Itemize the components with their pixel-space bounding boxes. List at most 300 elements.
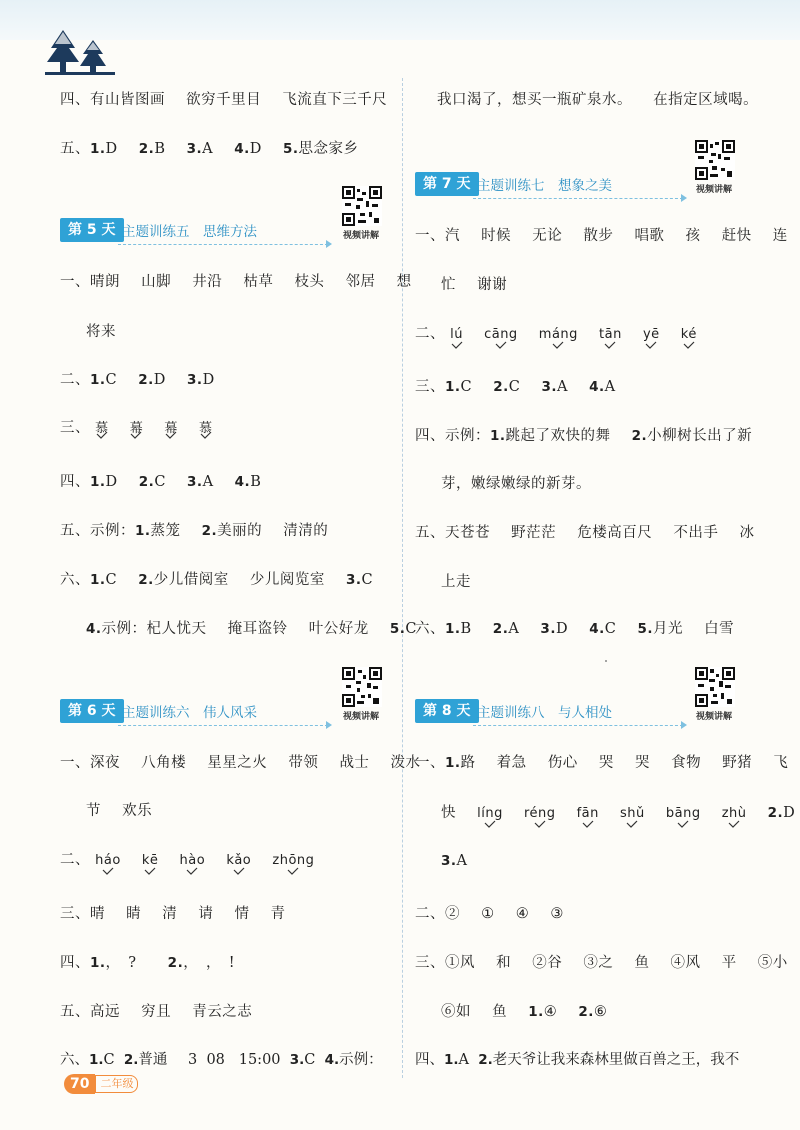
answer-text: 白雪 — [704, 621, 735, 637]
item-number: 1. — [90, 474, 106, 490]
answer-text: 五、天苍苍 — [415, 525, 490, 541]
answer-text: B — [154, 141, 166, 157]
answer-line — [415, 224, 788, 245]
item-number: 3. — [289, 1052, 305, 1068]
qr-label: 视频讲解 — [696, 185, 733, 195]
answer-text: 鱼 — [634, 955, 650, 971]
answer-text: C — [103, 1052, 115, 1068]
answer-text: A — [458, 1052, 470, 1068]
answer-text: 带领 — [288, 755, 319, 771]
answer-text: 青 — [270, 906, 286, 922]
arrow-icon — [326, 721, 332, 729]
answer-text: 战士 — [339, 755, 370, 771]
answer-text: 美丽的 — [217, 523, 263, 539]
answer-text: 示例：杞人忧天 — [101, 621, 207, 637]
answer-line — [60, 416, 213, 437]
answer-text: 少儿借阅室 — [153, 572, 229, 588]
answer-line — [86, 799, 152, 820]
grade-label: 二年级 — [95, 1075, 138, 1093]
question-number: 三、 — [60, 420, 90, 436]
answer-text: 叶公好龙 — [308, 621, 369, 637]
check-mark-icon — [683, 341, 695, 349]
answer-text: 一、晴朗 — [60, 274, 120, 290]
answer-text: 井沿 — [192, 274, 223, 290]
check-mark-icon — [582, 820, 594, 828]
item-number: 3. — [540, 621, 556, 637]
question-number: 二、 — [60, 852, 90, 868]
answer-text: D — [249, 141, 262, 157]
answer-text: ① — [481, 906, 495, 922]
answer-text: 枝头 — [294, 274, 325, 290]
pinyin-with-check — [272, 853, 314, 868]
answer-text: 飞 — [773, 755, 789, 771]
section-title: 主题训练五 思维方法 — [122, 224, 257, 240]
answer-text: 少儿阅览室 — [249, 572, 325, 588]
pinyin-with-check — [226, 853, 251, 868]
answer-line — [441, 273, 507, 294]
answer-text: B — [250, 474, 262, 490]
question-number: 六、 — [60, 1052, 89, 1068]
section-header-day6 — [60, 699, 390, 725]
page-number: 70 — [64, 1074, 95, 1094]
answer-text: 清清的 — [283, 523, 329, 539]
answer-text: D — [555, 621, 569, 637]
answer-text: 飞流直下三千尺 — [282, 92, 388, 108]
page-number-badge — [64, 1074, 138, 1094]
answer-text: 不出手 — [673, 525, 719, 541]
answer-text: 老天爷让我来森林里做百兽之王，我不 — [492, 1052, 740, 1068]
answer-text: C — [105, 572, 118, 588]
check-mark-icon — [130, 431, 142, 439]
answer-text: 示例： — [339, 1052, 383, 1068]
answer-text: 忙 — [441, 277, 456, 293]
answer-line — [441, 853, 468, 869]
question-number: 六、 — [60, 572, 90, 588]
answer-text: 鱼 — [492, 1004, 508, 1020]
answer-line — [441, 1000, 607, 1021]
answer-text: 清 — [162, 906, 178, 922]
answer-text: 3 — [188, 1052, 198, 1068]
answer-text: 快 — [441, 805, 456, 821]
question-number: 五、 — [60, 141, 90, 157]
pinyin-text: zhōng — [272, 853, 315, 868]
answer-text: 情 — [234, 906, 250, 922]
answer-line — [415, 521, 754, 542]
answer-text: ③ — [550, 906, 564, 922]
answer-text: 时候 — [481, 228, 512, 244]
section-title: 主题训练七 想象之美 — [477, 178, 612, 194]
answer-line — [60, 368, 215, 389]
answer-line — [415, 951, 788, 972]
answer-text: A — [456, 853, 468, 869]
question-number: 四、 — [60, 474, 90, 490]
item-number: 3. — [187, 474, 203, 490]
pinyin-with-check — [620, 806, 645, 821]
item-number: 2. — [138, 372, 154, 388]
check-mark-icon — [287, 867, 299, 875]
char-with-check — [164, 417, 178, 436]
pinyin-with-check — [142, 853, 159, 868]
day-badge: 第 6 天 — [60, 699, 124, 723]
answer-line — [415, 902, 564, 923]
title-underline — [473, 725, 683, 726]
item-number: 4. — [324, 1052, 340, 1068]
answer-text: C — [361, 572, 374, 588]
answer-text: 食物 — [671, 755, 702, 771]
answer-line — [86, 320, 116, 341]
pinyin-with-check — [599, 327, 622, 342]
arrow-icon — [681, 194, 687, 202]
answer-text: ④风 — [670, 955, 701, 971]
question-number: 一、 — [415, 755, 445, 771]
pinyin-text: líng — [477, 806, 503, 821]
answer-text: ⑤小 — [757, 955, 788, 971]
item-number: 2. — [138, 141, 155, 157]
answer-line — [415, 375, 616, 396]
answer-text: 小柳树长出了新 — [647, 428, 753, 444]
answer-text: 想 — [396, 274, 412, 290]
item-number: 2. — [201, 523, 218, 539]
pinyin-with-check — [484, 327, 518, 342]
answer-text: 思念家乡 — [298, 141, 359, 157]
answer-text: D — [105, 141, 118, 157]
qr-code-icon[interactable] — [695, 667, 735, 707]
answer-text: 谢谢 — [477, 277, 508, 293]
answer-line — [415, 751, 788, 772]
answer-line — [441, 570, 471, 591]
answer-text: 普通 — [138, 1052, 168, 1068]
pinyin-with-check — [577, 806, 599, 821]
answer-text: 哭 — [634, 755, 650, 771]
answer-text: 危楼高百尺 — [577, 525, 653, 541]
answer-text: C — [460, 379, 473, 395]
answer-text: A — [557, 379, 569, 395]
answer-text: 着急 — [496, 755, 527, 771]
answer-text: 野猪 — [722, 755, 753, 771]
answer-text: 幕 — [129, 421, 144, 436]
item-number: 1. — [90, 572, 106, 588]
item-number: 2. — [478, 1052, 493, 1068]
snowy-trees-icon — [45, 28, 115, 82]
check-mark-icon — [165, 431, 177, 439]
answer-text: 将来 — [86, 324, 116, 340]
pinyin-with-check — [477, 806, 503, 821]
answer-text: 五、高远 — [60, 1004, 120, 1020]
item-number: 3. — [541, 379, 558, 395]
answer-line — [415, 424, 752, 445]
answer-line — [441, 472, 591, 493]
item-number: 4. — [589, 621, 605, 637]
check-mark-icon — [233, 867, 245, 875]
answer-text: 在指定区域喝。 — [653, 92, 759, 108]
answer-line — [441, 801, 795, 822]
answer-text: A — [604, 379, 616, 395]
answer-line — [415, 617, 734, 638]
answer-text: 欲穷千里目 — [186, 92, 262, 108]
item-number: 2. — [123, 1052, 139, 1068]
answer-text: 15:00 — [238, 1052, 281, 1068]
pinyin-text: bāng — [665, 806, 701, 821]
answer-text: 四、有山皆图画 — [60, 92, 165, 108]
pinyin-with-check — [524, 806, 556, 821]
answer-text: 我口渴了，想买一瓶矿泉水。 — [437, 92, 632, 108]
answer-text: C — [604, 621, 617, 637]
answer-text: 邻居 — [345, 274, 376, 290]
section-header-day5 — [60, 218, 390, 244]
item-number: 1. — [90, 372, 106, 388]
answer-text: 唱歌 — [634, 228, 665, 244]
pinyin-text: máng — [538, 327, 578, 342]
answer-text: C — [105, 372, 118, 388]
question-number: 四、 — [60, 955, 90, 971]
pinyin-text: cāng — [484, 327, 518, 342]
check-mark-icon — [626, 820, 638, 828]
item-number: 2. — [492, 621, 509, 637]
pinyin-with-check — [643, 327, 660, 342]
qr-label: 视频讲解 — [696, 712, 733, 722]
question-number: 六、 — [415, 621, 445, 637]
item-number: 1. — [89, 1052, 104, 1068]
answer-text: 野茫茫 — [511, 525, 557, 541]
pinyin-with-check — [95, 853, 121, 868]
answer-text: 穷且 — [141, 1004, 172, 1020]
item-number: 1. — [90, 955, 106, 971]
answer-text: 路 — [460, 755, 476, 771]
answer-line — [60, 902, 286, 923]
qr-label: 视频讲解 — [343, 712, 380, 722]
answer-text: 青云之志 — [192, 1004, 253, 1020]
item-number: 1. — [444, 1052, 459, 1068]
answer-text: 月光 — [652, 621, 683, 637]
item-number: 2. — [138, 474, 155, 490]
answer-text: C — [304, 1052, 316, 1068]
answer-text: 五、示例： — [60, 523, 135, 539]
answer-text: 一、深夜 — [60, 755, 120, 771]
pinyin-text: lú — [450, 327, 463, 342]
answer-line — [60, 519, 328, 540]
item-number: 1. — [528, 1004, 544, 1020]
pinyin-text: tān — [599, 327, 622, 342]
pinyin-with-check — [180, 853, 206, 868]
item-number: 5. — [282, 141, 299, 157]
pinyin-text: hào — [179, 853, 206, 868]
question-number: 二、 — [415, 326, 445, 342]
answer-line — [415, 322, 697, 343]
item-number: 4. — [234, 474, 251, 490]
item-number: 4. — [234, 141, 250, 157]
title-underline — [118, 725, 328, 726]
answer-line — [60, 470, 261, 491]
char-with-check — [95, 417, 109, 436]
check-mark-icon — [645, 341, 657, 349]
answer-text: 二、② — [415, 906, 460, 922]
char-with-check — [130, 417, 144, 436]
question-number: 二、 — [60, 372, 90, 388]
pinyin-with-check — [539, 327, 578, 342]
answer-text: 慕 — [198, 421, 213, 436]
answer-text: ⑥ — [593, 1004, 608, 1020]
answer-line — [60, 751, 421, 772]
day-badge: 第 8 天 — [415, 699, 479, 723]
answer-text: 慕 — [95, 421, 109, 436]
section-title: 主题训练八 与人相处 — [477, 705, 612, 721]
check-mark-icon — [144, 867, 156, 875]
answer-line — [60, 568, 373, 589]
answer-text: 三、①风 — [415, 955, 475, 971]
item-number: 3. — [346, 572, 362, 588]
item-number: 5. — [637, 621, 653, 637]
section-title: 主题训练六 伟人风采 — [122, 705, 257, 721]
question-number: 三、 — [415, 379, 445, 395]
answer-text: D — [105, 474, 118, 490]
day-badge: 第 7 天 — [415, 172, 479, 196]
answer-line — [60, 1000, 252, 1021]
pinyin-with-check — [666, 806, 701, 821]
title-underline — [473, 198, 683, 199]
check-mark-icon — [677, 820, 689, 828]
item-number: 4. — [589, 379, 605, 395]
answer-text: ⑥如 — [441, 1004, 471, 1020]
answer-text: 山脚 — [141, 274, 172, 290]
answer-text: 节 — [86, 803, 101, 819]
check-mark-icon — [495, 341, 507, 349]
answer-text: 欢乐 — [122, 803, 153, 819]
item-number: 2. — [167, 955, 184, 971]
answer-text: 哭 — [598, 755, 614, 771]
char-with-check — [199, 417, 213, 436]
item-number: 3. — [187, 372, 203, 388]
answer-text: 平 — [721, 955, 737, 971]
answer-text: 一、汽 — [415, 228, 460, 244]
answer-text: 枯草 — [243, 274, 274, 290]
pinyin-with-check — [681, 327, 697, 342]
check-mark-icon — [552, 341, 564, 349]
answer-text: 芽，嫩绿嫩绿的新芽。 — [441, 476, 591, 492]
check-mark-icon — [604, 341, 616, 349]
item-number: 2. — [631, 428, 648, 444]
top-banner — [0, 0, 800, 40]
answer-text: ④ — [543, 1004, 558, 1020]
arrow-icon — [326, 240, 332, 248]
check-mark-icon — [484, 820, 496, 828]
pinyin-text: yē — [642, 327, 660, 342]
pinyin-text: réng — [523, 806, 556, 821]
answer-text: A — [202, 474, 214, 490]
answer-text: 星星之火 — [207, 755, 268, 771]
answer-text: ③之 — [583, 955, 614, 971]
item-number: 3. — [441, 853, 457, 869]
pinyin-text: kē — [141, 853, 159, 868]
answer-text: B — [460, 621, 472, 637]
answer-text: 和 — [496, 955, 512, 971]
check-mark-icon — [102, 867, 114, 875]
title-underline — [118, 244, 328, 245]
item-number: 2. — [493, 379, 509, 395]
answer-text: 幕 — [164, 421, 178, 436]
answer-text: D — [202, 372, 215, 388]
answer-text: ②谷 — [532, 955, 563, 971]
answer-text: 无论 — [532, 228, 563, 244]
column-divider — [402, 78, 403, 1078]
answer-text: A — [202, 141, 214, 157]
pinyin-text: kǎo — [226, 853, 252, 868]
answer-line — [60, 848, 314, 869]
answer-line — [60, 137, 359, 158]
item-number: 1. — [445, 621, 461, 637]
pinyin-with-check — [722, 806, 747, 821]
item-number: 2. — [578, 1004, 594, 1020]
item-number: 1. — [90, 141, 106, 157]
check-mark-icon — [728, 820, 740, 828]
item-number: 3. — [186, 141, 203, 157]
item-number: 1. — [490, 428, 506, 444]
answer-line — [60, 1048, 383, 1069]
answer-text: 蒸笼 — [150, 523, 181, 539]
day-badge: 第 5 天 — [60, 218, 124, 242]
answer-text: 请 — [198, 906, 214, 922]
answer-text: 四、示例： — [415, 428, 490, 444]
qr-code-icon[interactable] — [342, 667, 382, 707]
answer-text: 上走 — [441, 574, 471, 590]
answer-line — [60, 951, 235, 972]
answer-text: ， ， ! — [183, 955, 236, 971]
qr-code-icon[interactable] — [342, 186, 382, 226]
answer-line — [437, 88, 758, 109]
check-mark-icon — [451, 341, 463, 349]
answer-text: 冰 — [739, 525, 755, 541]
answer-text: 三、晴 — [60, 906, 105, 922]
speck — [605, 660, 607, 662]
pinyin-text: fān — [576, 806, 599, 821]
pinyin-text: zhù — [721, 806, 747, 821]
check-mark-icon — [534, 820, 546, 828]
check-mark-icon — [96, 431, 108, 439]
item-number: 2. — [767, 805, 784, 821]
qr-label: 视频讲解 — [343, 231, 380, 241]
answer-text: C — [508, 379, 521, 395]
answer-text: 赶快 — [721, 228, 752, 244]
answer-text: 睛 — [126, 906, 142, 922]
check-mark-icon — [200, 431, 212, 439]
answer-text: D — [153, 372, 166, 388]
qr-code-icon[interactable] — [695, 140, 735, 180]
check-mark-icon — [186, 867, 198, 875]
answer-text: C — [154, 474, 166, 490]
item-number: 1. — [135, 523, 151, 539]
answer-text: 跳起了欢快的舞 — [505, 428, 611, 444]
answer-text: 八角楼 — [141, 755, 187, 771]
answer-text: 连 — [772, 228, 788, 244]
answer-line — [415, 1048, 739, 1069]
answer-text: 泼水 — [390, 755, 421, 771]
question-number: 四、 — [415, 1052, 444, 1068]
pinyin-text: háo — [95, 853, 121, 868]
answer-text: 孩 — [685, 228, 701, 244]
pinyin-with-check — [450, 327, 463, 342]
answer-text: 掩耳盗铃 — [227, 621, 288, 637]
arrow-icon — [681, 721, 687, 729]
answer-line — [60, 270, 412, 291]
item-number: 5. — [389, 621, 406, 637]
answer-text: ④ — [515, 906, 530, 922]
item-number: 2. — [138, 572, 154, 588]
pinyin-text: shǔ — [620, 806, 645, 821]
item-number: 1. — [445, 755, 461, 771]
pinyin-text: ké — [680, 327, 697, 342]
answer-text: 08 — [206, 1052, 225, 1068]
answer-text: C — [405, 621, 417, 637]
item-number: 4. — [86, 621, 102, 637]
